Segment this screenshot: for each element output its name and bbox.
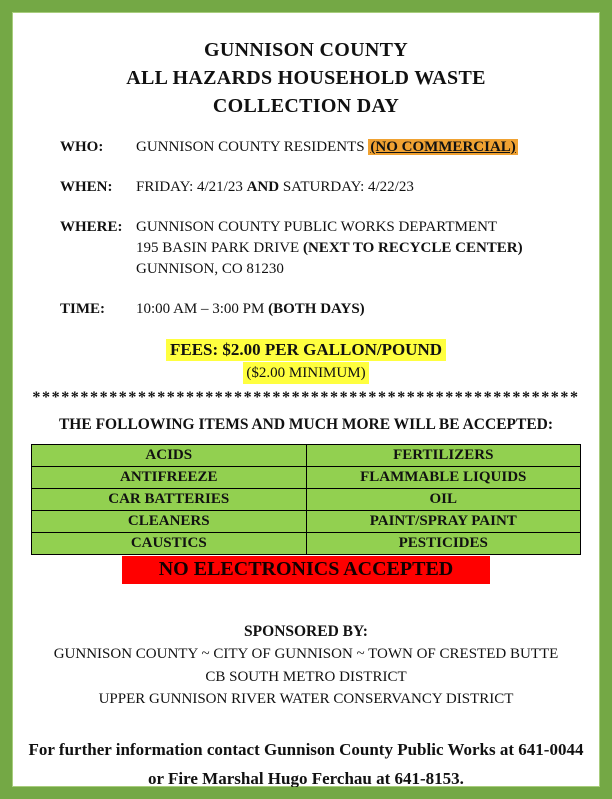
where-line-3: GUNNISON, CO 81230 — [136, 261, 284, 277]
table-row — [32, 489, 581, 511]
sponsors-heading: SPONSORED BY: — [244, 623, 368, 640]
item-cell: ACIDS — [32, 445, 307, 467]
item-cell: FLAMMABLE LIQUIDS — [306, 467, 581, 489]
item-cell: CAR BATTERIES — [32, 489, 307, 511]
title-line-1: GUNNISON COUNTY — [204, 39, 408, 61]
where-address: 195 BASIN PARK DRIVE — [136, 240, 303, 256]
title-line-3: COLLECTION DAY — [212, 95, 400, 117]
table-row — [32, 533, 581, 555]
item-cell: CAUSTICS — [32, 533, 307, 555]
when-and: AND — [246, 179, 280, 195]
item-cell: PAINT/SPRAY PAINT — [306, 511, 581, 533]
when-content — [136, 177, 580, 198]
where-line-1: GUNNISON COUNTY PUBLIC WORKS DEPARTMENT — [136, 219, 498, 235]
time-content — [136, 299, 580, 320]
detail-time — [60, 299, 580, 320]
time-range: 10:00 AM – 3:00 PM — [136, 301, 269, 317]
time-both-days: (BOTH DAYS) — [268, 301, 365, 317]
fees-amount: FEES: $2.00 PER GALLON/POUND — [166, 339, 446, 361]
where-note: (NEXT TO RECYCLE CENTER) — [302, 240, 523, 256]
who-text: GUNNISON COUNTY RESIDENTS — [136, 139, 369, 155]
table-row — [32, 511, 581, 533]
sponsor-line: GUNNISON COUNTY ~ CITY OF GUNNISON ~ TOWN OF CRESTED BUTTE — [53, 646, 559, 662]
sponsor-line: UPPER GUNNISON RIVER WATER CONSERVANCY DISTRICT — [98, 691, 514, 707]
when-label: WHEN: — [60, 179, 113, 195]
event-details — [12, 137, 600, 320]
contact-info: For further information contact Gunnison County Public Works at 641-0044 or Fire Marshal Hugo Ferchau at 641-8153. — [28, 739, 584, 788]
where-label: WHERE: — [60, 219, 123, 235]
table-row — [32, 445, 581, 467]
item-cell: PESTICIDES — [306, 533, 581, 555]
time-label: TIME: — [60, 301, 105, 317]
item-cell: ANTIFREEZE — [32, 467, 307, 489]
where-line-2 — [136, 238, 580, 259]
no-electronics-banner: NO ELECTRONICS ACCEPTED — [122, 556, 490, 584]
who-label: WHO: — [60, 139, 104, 155]
fees-minimum: ($2.00 MINIMUM) — [243, 362, 368, 384]
where-content — [136, 217, 580, 280]
accepted-items-table — [31, 444, 581, 555]
detail-where — [60, 217, 580, 280]
when-date-2: SATURDAY: 4/22/23 — [279, 179, 414, 195]
item-cell: OIL — [306, 489, 581, 511]
sponsor-line: CB SOUTH METRO DISTRICT — [205, 668, 407, 685]
who-content — [136, 137, 580, 158]
no-commercial-highlight: (NO COMMERCIAL) — [370, 139, 516, 155]
asterisk-divider: ********************************************************* — [32, 389, 580, 406]
when-date-1: FRIDAY: 4/21/23 — [136, 179, 247, 195]
sponsors-section — [12, 620, 600, 711]
accepted-items-heading: THE FOLLOWING ITEMS AND MUCH MORE WILL BE ACCEPTED: — [58, 416, 554, 433]
detail-who — [60, 137, 580, 158]
item-cell: FERTILIZERS — [306, 445, 581, 467]
fees-section — [12, 339, 600, 384]
title-line-2: ALL HAZARDS HOUSEHOLD WASTE — [126, 67, 486, 89]
detail-when — [60, 177, 580, 198]
table-row — [32, 467, 581, 489]
item-cell: CLEANERS — [32, 511, 307, 533]
page-title — [12, 36, 600, 120]
